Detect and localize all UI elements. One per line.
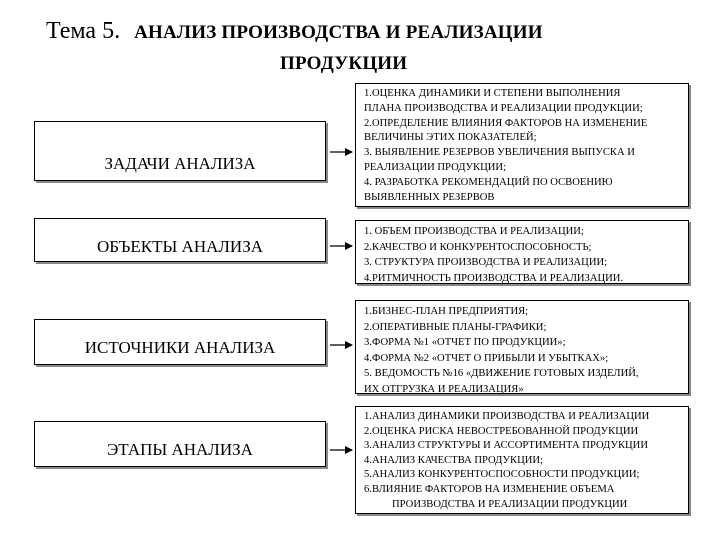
tasks-label: ЗАДАЧИ АНАЛИЗА <box>104 154 256 173</box>
tasks-content-box <box>355 83 689 207</box>
objects-content-box <box>355 220 689 284</box>
title-main-line1: АНАЛИЗ ПРОИЗВОДСТВА И РЕАЛИЗАЦИИ <box>134 22 543 43</box>
title-main-line2: ПРОДУКЦИИ <box>280 53 408 74</box>
title-line-1 <box>46 18 543 45</box>
stages-line: ПРОИЗВОДСТВА И РЕАЛИЗАЦИИ ПРОДУКЦИИ <box>392 498 628 510</box>
sources-line: 3.ФОРМА №1 «ОТЧЕТ ПО ПРОДУКЦИИ»; <box>364 337 566 348</box>
tasks-line: 4. РАЗРАБОТКА РЕКОМЕНДАЦИЙ ПО ОСВОЕНИЮ <box>364 176 613 188</box>
tasks-line: 1.ОЦЕНКА ДИНАМИКИ И СТЕПЕНИ ВЫПОЛНЕНИЯ <box>364 88 621 99</box>
sources-line: 5. ВЕДОМОСТЬ №16 «ДВИЖЕНИЕ ГОТОВЫХ ИЗДЕЛИЙ, <box>364 368 639 379</box>
sources-content-box <box>355 300 689 394</box>
objects-line: 3. СТРУКТУРА ПРОИЗВОДСТВА И РЕАЛИЗАЦИИ; <box>364 257 608 268</box>
stages-line: 2.ОЦЕНКА РИСКА НЕВОСТРЕБОВАННОЙ ПРОДУКЦИИ <box>364 425 639 437</box>
sources-line: ИХ ОТГРУЗКА И РЕАЛИЗАЦИЯ» <box>364 383 524 394</box>
objects-line: 2.КАЧЕСТВО И КОНКУРЕНТОСПОСОБНОСТЬ; <box>364 241 592 253</box>
objects-line: 4.РИТМИЧНОСТЬ ПРОИЗВОДСТВА И РЕАЛИЗАЦИИ. <box>364 272 624 284</box>
stages-line: 4.АНАЛИЗ КАЧЕСТВА ПРОДУКЦИИ; <box>364 454 543 466</box>
tasks-line: РЕАЛИЗАЦИИ ПРОДУКЦИИ; <box>364 161 507 173</box>
tasks-line: ВЕЛИЧИНЫ ЭТИХ ПОКАЗАТЕЛЕЙ; <box>364 132 537 144</box>
stages-line: 6.ВЛИЯНИЕ ФАКТОРОВ НА ИЗМЕНЕНИЕ ОБЪЕМА <box>364 483 615 495</box>
objects-label: ОБЪЕКТЫ АНАЛИЗА <box>96 237 263 256</box>
stages-line: 3.АНАЛИЗ СТРУКТУРЫ И АССОРТИМЕНТА ПРОДУКЦИИ <box>364 440 648 452</box>
objects-label-box <box>34 218 326 262</box>
tasks-line: ВЫЯВЛЕННЫХ РЕЗЕРВОВ <box>364 191 495 203</box>
sources-line: 2.ОПЕРАТИВНЫЕ ПЛАНЫ-ГРАФИКИ; <box>364 321 547 333</box>
stages-content-box <box>355 406 689 514</box>
tasks-line: ПЛАНА ПРОИЗВОДСТВА И РЕАЛИЗАЦИИ ПРОДУКЦИИ; <box>364 102 643 114</box>
slide-title <box>0 18 720 82</box>
objects-line: 1. ОБЪЕМ ПРОИЗВОДСТВА И РЕАЛИЗАЦИИ; <box>364 226 584 237</box>
sources-label: ИСТОЧНИКИ АНАЛИЗА <box>84 338 276 357</box>
tasks-line: 2.ОПРЕДЕЛЕНИЕ ВЛИЯНИЯ ФАКТОРОВ НА ИЗМЕНЕНИЕ <box>364 117 648 129</box>
stages-label-box <box>34 421 326 467</box>
tasks-label-box <box>34 121 326 181</box>
title-prefix: Тема 5. <box>46 18 121 44</box>
sources-line: 1.БИЗНЕС-ПЛАН ПРЕДПРИЯТИЯ; <box>364 306 529 317</box>
sources-label-box <box>34 319 326 365</box>
stages-line: 5.АНАЛИЗ КОНКУРЕНТОСПОСОБНОСТИ ПРОДУКЦИИ; <box>364 469 640 481</box>
stages-line: 1.АНАЛИЗ ДИНАМИКИ ПРОИЗВОДСТВА И РЕАЛИЗАЦИИ <box>364 411 650 422</box>
tasks-line: 3. ВЫЯВЛЕНИЕ РЕЗЕРВОВ УВЕЛИЧЕНИЯ ВЫПУСКА И <box>364 147 635 159</box>
sources-line: 4.ФОРМА №2 «ОТЧЕТ О ПРИБЫЛИ И УБЫТКАХ»; <box>364 352 609 364</box>
stages-label: ЭТАПЫ АНАЛИЗА <box>107 440 253 459</box>
